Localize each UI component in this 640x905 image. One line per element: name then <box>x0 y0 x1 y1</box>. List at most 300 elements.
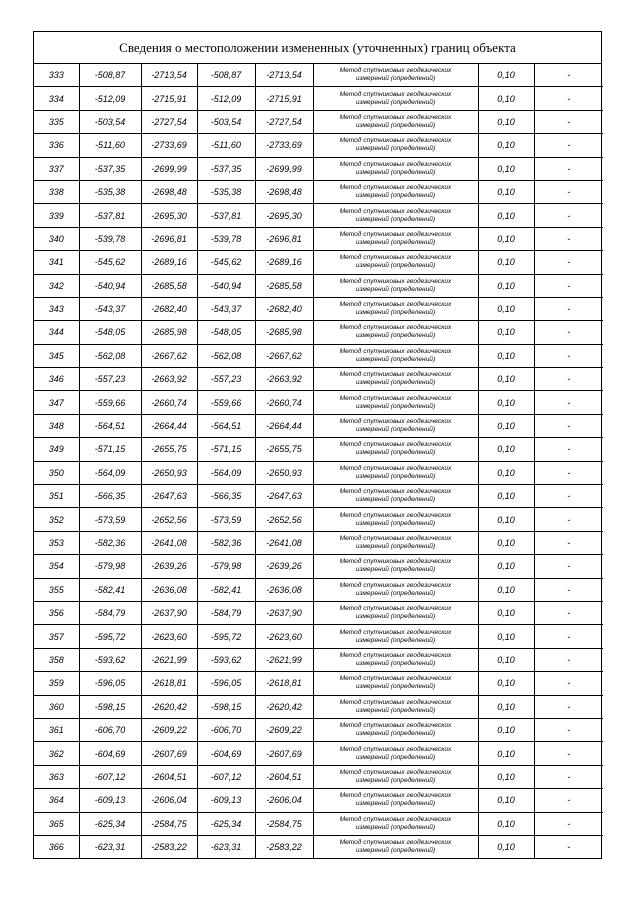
new-y-cell: -2652,56 <box>255 508 313 531</box>
new-y-cell: -2664,44 <box>255 414 313 437</box>
new-x-cell: -539,78 <box>197 227 255 250</box>
method-cell <box>313 180 478 203</box>
placeholder-cell: - <box>534 391 603 414</box>
new-x-cell: -604,69 <box>197 742 255 765</box>
method-cell <box>313 227 478 250</box>
method-line2: измерений (определений) <box>355 121 436 129</box>
method-line2: измерений (определений) <box>355 379 436 387</box>
point-number-cell: 343 <box>34 297 79 320</box>
point-number-cell: 336 <box>34 134 79 157</box>
existing-x-cell: -573,59 <box>79 508 141 531</box>
method-line1: Метод спутниковых геодезических <box>339 254 452 262</box>
existing-x-cell: -564,51 <box>79 414 141 437</box>
existing-y-cell: -2584,75 <box>141 812 197 835</box>
table-row <box>34 461 603 484</box>
method-line1: Метод спутниковых геодезических <box>339 301 452 309</box>
placeholder-cell: - <box>534 227 603 250</box>
precision-cell: 0,10 <box>478 157 534 180</box>
method-cell <box>313 835 478 858</box>
existing-y-cell: -2727,54 <box>141 110 197 133</box>
table-row <box>34 812 603 835</box>
existing-y-cell: -2604,51 <box>141 765 197 788</box>
existing-y-cell: -2647,63 <box>141 485 197 508</box>
new-y-cell: -2639,26 <box>255 555 313 578</box>
method-line2: измерений (определений) <box>355 145 436 153</box>
existing-x-cell: -562,08 <box>79 344 141 367</box>
method-line1: Метод спутниковых геодезических <box>339 113 452 121</box>
existing-x-cell: -535,38 <box>79 180 141 203</box>
new-y-cell: -2650,93 <box>255 461 313 484</box>
method-cell <box>313 368 478 391</box>
method-cell <box>313 344 478 367</box>
placeholder-cell: - <box>534 765 603 788</box>
table-row <box>34 414 603 437</box>
new-x-cell: -559,66 <box>197 391 255 414</box>
table-row <box>34 578 603 601</box>
existing-x-cell: -623,31 <box>79 835 141 858</box>
existing-x-cell: -609,13 <box>79 789 141 812</box>
point-number-cell: 346 <box>34 368 79 391</box>
table-row <box>34 344 603 367</box>
existing-y-cell: -2660,74 <box>141 391 197 414</box>
table-row <box>34 134 603 157</box>
method-line2: измерений (определений) <box>355 496 436 504</box>
precision-cell: 0,10 <box>478 274 534 297</box>
precision-cell: 0,10 <box>478 134 534 157</box>
method-line1: Метод спутниковых геодезических <box>339 160 452 168</box>
new-y-cell: -2621,99 <box>255 648 313 671</box>
method-line1: Метод спутниковых геодезических <box>339 815 452 823</box>
boundary-coordinates-document <box>33 31 602 859</box>
existing-x-cell: -557,23 <box>79 368 141 391</box>
method-line1: Метод спутниковых геодезических <box>339 418 452 426</box>
existing-y-cell: -2696,81 <box>141 227 197 250</box>
method-line2: измерений (определений) <box>355 309 436 317</box>
method-line2: измерений (определений) <box>355 332 436 340</box>
existing-y-cell: -2664,44 <box>141 414 197 437</box>
method-cell <box>313 204 478 227</box>
point-number-cell: 354 <box>34 555 79 578</box>
new-x-cell: -564,09 <box>197 461 255 484</box>
new-x-cell: -625,34 <box>197 812 255 835</box>
method-cell <box>313 601 478 624</box>
new-y-cell: -2637,90 <box>255 601 313 624</box>
existing-x-cell: -598,15 <box>79 695 141 718</box>
precision-cell: 0,10 <box>478 344 534 367</box>
method-line2: измерений (определений) <box>355 285 436 293</box>
precision-cell: 0,10 <box>478 578 534 601</box>
method-line1: Метод спутниковых геодезических <box>339 839 452 847</box>
precision-cell: 0,10 <box>478 461 534 484</box>
new-x-cell: -564,51 <box>197 414 255 437</box>
new-y-cell: -2606,04 <box>255 789 313 812</box>
placeholder-cell: - <box>534 110 603 133</box>
placeholder-cell: - <box>534 835 603 858</box>
new-y-cell: -2607,69 <box>255 742 313 765</box>
existing-y-cell: -2609,22 <box>141 718 197 741</box>
method-line2: измерений (определений) <box>355 800 436 808</box>
existing-y-cell: -2620,42 <box>141 695 197 718</box>
precision-cell: 0,10 <box>478 718 534 741</box>
existing-y-cell: -2699,99 <box>141 157 197 180</box>
table-row <box>34 508 603 531</box>
existing-y-cell: -2652,56 <box>141 508 197 531</box>
method-line1: Метод спутниковых геодезических <box>339 722 452 730</box>
new-y-cell: -2695,30 <box>255 204 313 227</box>
method-line1: Метод спутниковых геодезических <box>339 792 452 800</box>
method-line1: Метод спутниковых геодезических <box>339 137 452 145</box>
method-line1: Метод спутниковых геодезических <box>339 558 452 566</box>
method-cell <box>313 648 478 671</box>
placeholder-cell: - <box>534 672 603 695</box>
table-row <box>34 695 603 718</box>
precision-cell: 0,10 <box>478 601 534 624</box>
method-cell <box>313 391 478 414</box>
table-row <box>34 297 603 320</box>
method-line2: измерений (определений) <box>355 659 436 667</box>
precision-cell: 0,10 <box>478 438 534 461</box>
existing-x-cell: -584,79 <box>79 601 141 624</box>
table-row <box>34 204 603 227</box>
new-y-cell: -2685,98 <box>255 321 313 344</box>
method-line2: измерений (определений) <box>355 472 436 480</box>
new-y-cell: -2660,74 <box>255 391 313 414</box>
placeholder-cell: - <box>534 344 603 367</box>
precision-cell: 0,10 <box>478 531 534 554</box>
new-x-cell: -512,09 <box>197 87 255 110</box>
placeholder-cell: - <box>534 531 603 554</box>
method-cell <box>313 531 478 554</box>
precision-cell: 0,10 <box>478 297 534 320</box>
existing-x-cell: -537,81 <box>79 204 141 227</box>
existing-x-cell: -593,62 <box>79 648 141 671</box>
table-row <box>34 87 603 110</box>
new-x-cell: -535,38 <box>197 180 255 203</box>
precision-cell: 0,10 <box>478 391 534 414</box>
method-line1: Метод спутниковых геодезических <box>339 464 452 472</box>
method-line1: Метод спутниковых геодезических <box>339 768 452 776</box>
new-x-cell: -540,94 <box>197 274 255 297</box>
placeholder-cell: - <box>534 601 603 624</box>
method-cell <box>313 64 478 87</box>
point-number-cell: 357 <box>34 625 79 648</box>
table-row <box>34 742 603 765</box>
new-x-cell: -582,41 <box>197 578 255 601</box>
point-number-cell: 347 <box>34 391 79 414</box>
precision-cell: 0,10 <box>478 812 534 835</box>
new-x-cell: -609,13 <box>197 789 255 812</box>
method-line2: измерений (определений) <box>355 823 436 831</box>
placeholder-cell: - <box>534 485 603 508</box>
existing-y-cell: -2606,04 <box>141 789 197 812</box>
existing-x-cell: -596,05 <box>79 672 141 695</box>
new-y-cell: -2727,54 <box>255 110 313 133</box>
method-cell <box>313 625 478 648</box>
placeholder-cell: - <box>534 204 603 227</box>
table-row <box>34 321 603 344</box>
placeholder-cell: - <box>534 134 603 157</box>
point-number-cell: 351 <box>34 485 79 508</box>
point-number-cell: 349 <box>34 438 79 461</box>
existing-y-cell: -2682,40 <box>141 297 197 320</box>
point-number-cell: 362 <box>34 742 79 765</box>
new-x-cell: -607,12 <box>197 765 255 788</box>
table-row <box>34 555 603 578</box>
method-line2: измерений (определений) <box>355 355 436 363</box>
method-line1: Метод спутниковых геодезических <box>339 745 452 753</box>
method-line2: измерений (определений) <box>355 730 436 738</box>
precision-cell: 0,10 <box>478 204 534 227</box>
method-line2: измерений (определений) <box>355 706 436 714</box>
new-y-cell: -2623,60 <box>255 625 313 648</box>
method-line2: измерений (определений) <box>355 168 436 176</box>
method-cell <box>313 789 478 812</box>
precision-cell: 0,10 <box>478 508 534 531</box>
method-line2: измерений (определений) <box>355 449 436 457</box>
existing-x-cell: -582,41 <box>79 578 141 601</box>
existing-x-cell: -559,66 <box>79 391 141 414</box>
precision-cell: 0,10 <box>478 648 534 671</box>
table-row <box>34 835 603 858</box>
precision-cell: 0,10 <box>478 180 534 203</box>
new-x-cell: -606,70 <box>197 718 255 741</box>
new-y-cell: -2583,22 <box>255 835 313 858</box>
method-line1: Метод спутниковых геодезических <box>339 581 452 589</box>
point-number-cell: 335 <box>34 110 79 133</box>
existing-x-cell: -564,09 <box>79 461 141 484</box>
existing-x-cell: -548,05 <box>79 321 141 344</box>
point-number-cell: 355 <box>34 578 79 601</box>
existing-x-cell: -508,87 <box>79 64 141 87</box>
point-number-cell: 350 <box>34 461 79 484</box>
placeholder-cell: - <box>534 625 603 648</box>
table-row <box>34 531 603 554</box>
method-line1: Метод спутниковых геодезических <box>339 488 452 496</box>
method-line2: измерений (определений) <box>355 75 436 83</box>
table-row <box>34 157 603 180</box>
method-line2: измерений (определений) <box>355 98 436 106</box>
existing-y-cell: -2713,54 <box>141 64 197 87</box>
new-y-cell: -2699,99 <box>255 157 313 180</box>
existing-y-cell: -2655,75 <box>141 438 197 461</box>
point-number-cell: 334 <box>34 87 79 110</box>
precision-cell: 0,10 <box>478 789 534 812</box>
existing-y-cell: -2685,58 <box>141 274 197 297</box>
existing-y-cell: -2650,93 <box>141 461 197 484</box>
precision-cell: 0,10 <box>478 87 534 110</box>
point-number-cell: 345 <box>34 344 79 367</box>
existing-x-cell: -604,69 <box>79 742 141 765</box>
method-cell <box>313 578 478 601</box>
new-y-cell: -2733,69 <box>255 134 313 157</box>
existing-y-cell: -2637,90 <box>141 601 197 624</box>
table-row <box>34 227 603 250</box>
placeholder-cell: - <box>534 157 603 180</box>
precision-cell: 0,10 <box>478 321 534 344</box>
table-row <box>34 438 603 461</box>
point-number-cell: 359 <box>34 672 79 695</box>
new-x-cell: -543,37 <box>197 297 255 320</box>
existing-x-cell: -540,94 <box>79 274 141 297</box>
placeholder-cell: - <box>534 812 603 835</box>
method-line1: Метод спутниковых геодезических <box>339 184 452 192</box>
point-number-cell: 358 <box>34 648 79 671</box>
table-row <box>34 64 603 87</box>
existing-y-cell: -2667,62 <box>141 344 197 367</box>
method-line1: Метод спутниковых геодезических <box>339 535 452 542</box>
method-line2: измерений (определений) <box>355 519 436 527</box>
table-row <box>34 625 603 648</box>
new-y-cell: -2682,40 <box>255 297 313 320</box>
new-y-cell: -2689,16 <box>255 251 313 274</box>
new-y-cell: -2698,48 <box>255 180 313 203</box>
method-cell <box>313 321 478 344</box>
new-y-cell: -2647,63 <box>255 485 313 508</box>
new-y-cell: -2609,22 <box>255 718 313 741</box>
table-row <box>34 601 603 624</box>
method-line1: Метод спутниковых геодезических <box>339 277 452 285</box>
new-x-cell: -548,05 <box>197 321 255 344</box>
point-number-cell: 365 <box>34 812 79 835</box>
method-line1: Метод спутниковых геодезических <box>339 605 452 613</box>
new-x-cell: -503,54 <box>197 110 255 133</box>
existing-y-cell: -2623,60 <box>141 625 197 648</box>
existing-x-cell: -571,15 <box>79 438 141 461</box>
existing-x-cell: -511,60 <box>79 134 141 157</box>
precision-cell: 0,10 <box>478 64 534 87</box>
point-number-cell: 353 <box>34 531 79 554</box>
new-x-cell: -598,15 <box>197 695 255 718</box>
placeholder-cell: - <box>534 251 603 274</box>
placeholder-cell: - <box>534 368 603 391</box>
point-number-cell: 361 <box>34 718 79 741</box>
placeholder-cell: - <box>534 695 603 718</box>
placeholder-cell: - <box>534 87 603 110</box>
new-y-cell: -2620,42 <box>255 695 313 718</box>
table-row <box>34 274 603 297</box>
method-line2: измерений (определений) <box>355 589 436 597</box>
new-x-cell: -582,36 <box>197 531 255 554</box>
method-cell <box>313 414 478 437</box>
new-x-cell: -537,81 <box>197 204 255 227</box>
method-cell <box>313 718 478 741</box>
method-cell <box>313 485 478 508</box>
new-x-cell: -545,62 <box>197 251 255 274</box>
point-number-cell: 333 <box>34 64 79 87</box>
existing-x-cell: -545,62 <box>79 251 141 274</box>
method-cell <box>313 87 478 110</box>
method-line2: измерений (определений) <box>355 543 436 550</box>
placeholder-cell: - <box>534 742 603 765</box>
method-line2: измерений (определений) <box>355 238 436 246</box>
method-cell <box>313 297 478 320</box>
precision-cell: 0,10 <box>478 110 534 133</box>
new-x-cell: -623,31 <box>197 835 255 858</box>
existing-y-cell: -2715,91 <box>141 87 197 110</box>
method-line2: измерений (определений) <box>355 683 436 691</box>
point-number-cell: 352 <box>34 508 79 531</box>
new-y-cell: -2685,58 <box>255 274 313 297</box>
table-row <box>34 485 603 508</box>
existing-x-cell: -537,35 <box>79 157 141 180</box>
method-line2: измерений (определений) <box>355 776 436 784</box>
method-line2: измерений (определений) <box>355 402 436 410</box>
method-line1: Метод спутниковых геодезических <box>339 394 452 402</box>
method-line2: измерений (определений) <box>355 426 436 434</box>
point-number-cell: 342 <box>34 274 79 297</box>
point-number-cell: 344 <box>34 321 79 344</box>
method-line2: измерений (определений) <box>355 613 436 621</box>
method-line1: Метод спутниковых геодезических <box>339 675 452 683</box>
method-line1: Метод спутниковых геодезических <box>339 347 452 355</box>
method-cell <box>313 555 478 578</box>
precision-cell: 0,10 <box>478 555 534 578</box>
precision-cell: 0,10 <box>478 368 534 391</box>
existing-x-cell: -512,09 <box>79 87 141 110</box>
existing-x-cell: -539,78 <box>79 227 141 250</box>
method-cell <box>313 274 478 297</box>
point-number-cell: 356 <box>34 601 79 624</box>
existing-x-cell: -582,36 <box>79 531 141 554</box>
precision-cell: 0,10 <box>478 251 534 274</box>
placeholder-cell: - <box>534 789 603 812</box>
precision-cell: 0,10 <box>478 742 534 765</box>
placeholder-cell: - <box>534 718 603 741</box>
table-row <box>34 180 603 203</box>
new-y-cell: -2696,81 <box>255 227 313 250</box>
table-row <box>34 368 603 391</box>
table-row <box>34 648 603 671</box>
placeholder-cell: - <box>534 461 603 484</box>
method-cell <box>313 438 478 461</box>
new-x-cell: -595,72 <box>197 625 255 648</box>
method-line1: Метод спутниковых геодезических <box>339 651 452 659</box>
existing-y-cell: -2733,69 <box>141 134 197 157</box>
method-cell <box>313 157 478 180</box>
method-line2: измерений (определений) <box>355 636 436 644</box>
method-line1: Метод спутниковых геодезических <box>339 67 452 75</box>
method-cell <box>313 251 478 274</box>
precision-cell: 0,10 <box>478 765 534 788</box>
existing-y-cell: -2695,30 <box>141 204 197 227</box>
existing-y-cell: -2583,22 <box>141 835 197 858</box>
method-line1: Метод спутниковых геодезических <box>339 230 452 238</box>
method-line2: измерений (определений) <box>355 192 436 200</box>
placeholder-cell: - <box>534 508 603 531</box>
point-number-cell: 364 <box>34 789 79 812</box>
method-cell <box>313 765 478 788</box>
existing-y-cell: -2639,26 <box>141 555 197 578</box>
table-row <box>34 718 603 741</box>
existing-y-cell: -2636,08 <box>141 578 197 601</box>
precision-cell: 0,10 <box>478 414 534 437</box>
new-x-cell: -593,62 <box>197 648 255 671</box>
document-title: Сведения о местоположении измененных (уточненных) границ объекта <box>34 32 601 64</box>
new-x-cell: -579,98 <box>197 555 255 578</box>
placeholder-cell: - <box>534 438 603 461</box>
precision-cell: 0,10 <box>478 672 534 695</box>
new-y-cell: -2663,92 <box>255 368 313 391</box>
existing-x-cell: -503,54 <box>79 110 141 133</box>
coordinates-table-body <box>34 64 603 858</box>
coordinates-table <box>34 64 603 858</box>
placeholder-cell: - <box>534 297 603 320</box>
point-number-cell: 338 <box>34 180 79 203</box>
existing-y-cell: -2607,69 <box>141 742 197 765</box>
existing-y-cell: -2685,98 <box>141 321 197 344</box>
precision-cell: 0,10 <box>478 695 534 718</box>
existing-y-cell: -2663,92 <box>141 368 197 391</box>
